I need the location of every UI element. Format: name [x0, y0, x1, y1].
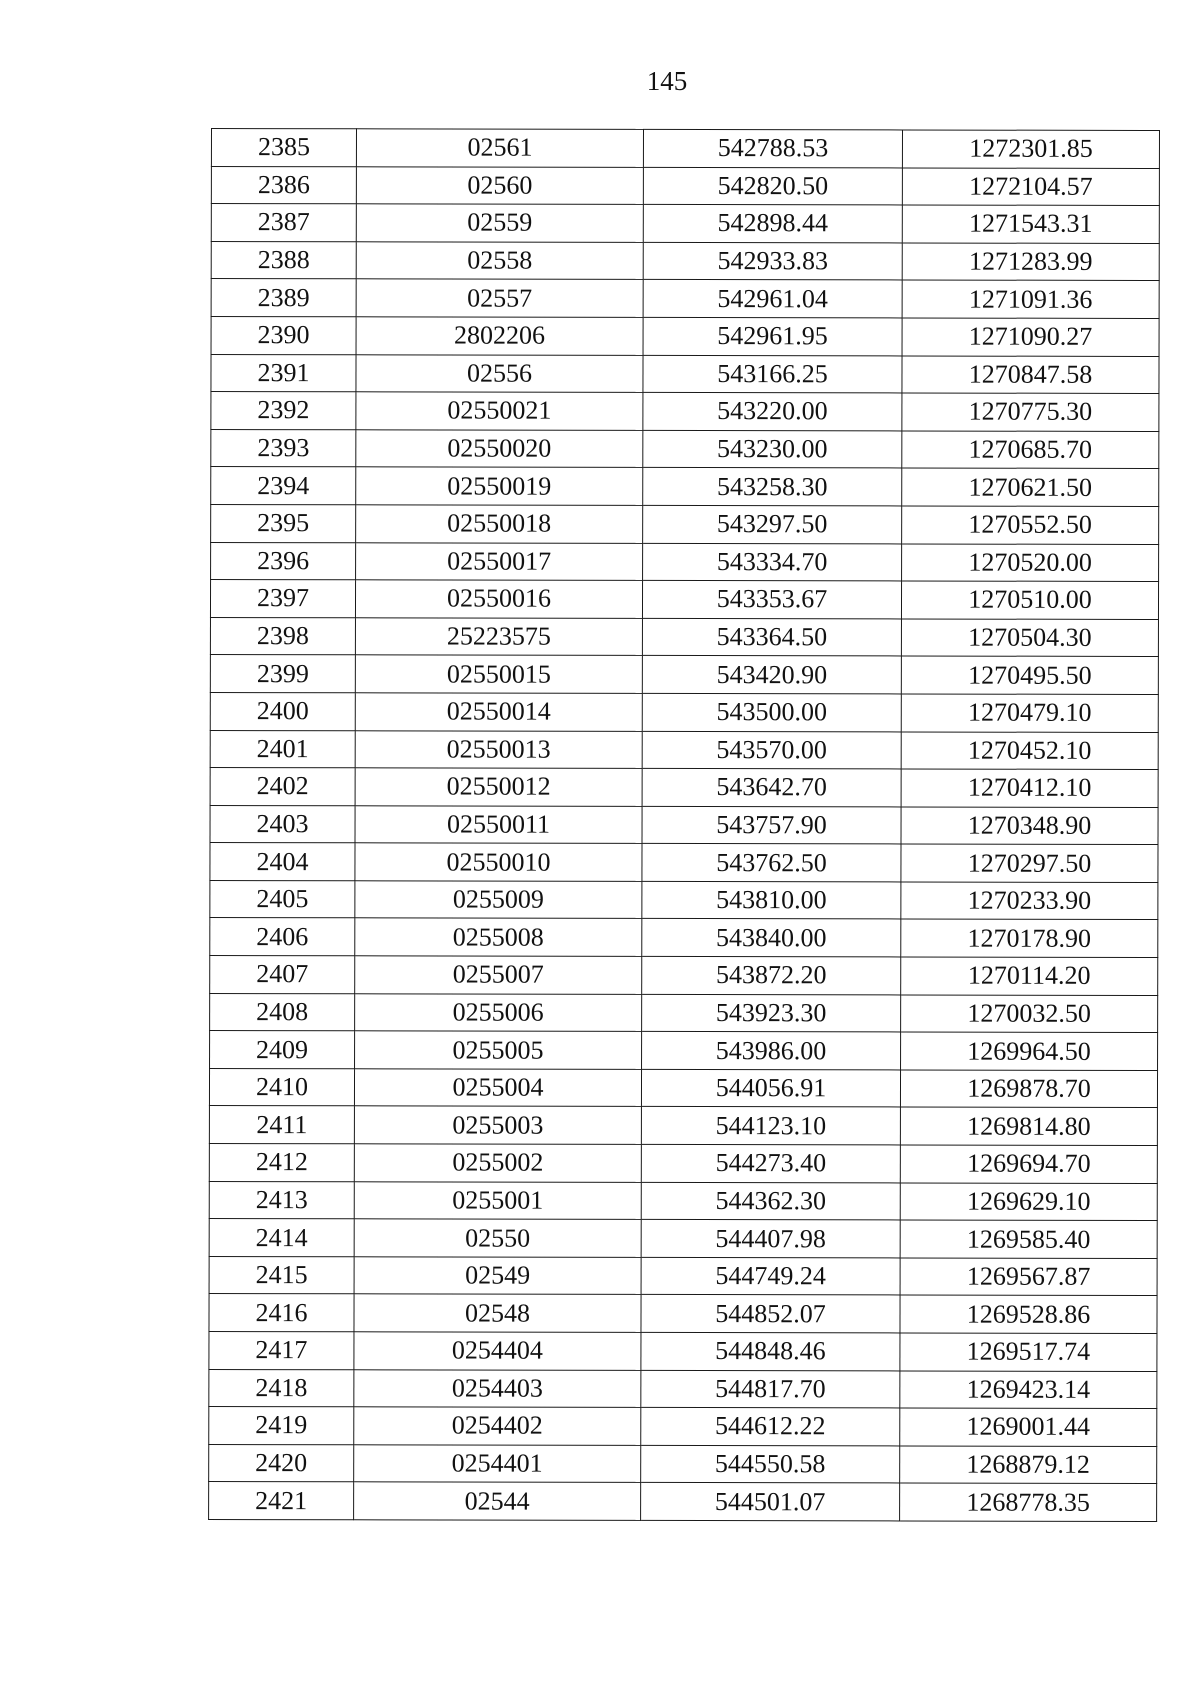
table-row: [210, 580, 1158, 620]
point-number-cell: 2385: [211, 129, 356, 167]
table-row: [209, 1444, 1157, 1484]
point-code-cell: 02550013: [355, 730, 642, 768]
x-coordinate-cell: 543872.20: [642, 956, 901, 994]
table-row: [209, 1106, 1157, 1146]
y-coordinate-cell: 1269528.86: [900, 1295, 1157, 1333]
table-row: [210, 1031, 1158, 1071]
point-code-cell: 02550016: [355, 580, 642, 618]
point-number-cell: 2415: [209, 1256, 354, 1294]
y-coordinate-cell: 1270178.90: [901, 919, 1158, 957]
y-coordinate-cell: 1268778.35: [900, 1483, 1157, 1521]
y-coordinate-cell: 1270552.50: [902, 506, 1159, 544]
point-number-cell: 2413: [209, 1181, 354, 1219]
point-code-cell: 0255003: [354, 1106, 641, 1144]
x-coordinate-cell: 544817.70: [641, 1370, 900, 1408]
table-row: [210, 692, 1158, 732]
x-coordinate-cell: 543420.90: [642, 656, 901, 694]
x-coordinate-cell: 543334.70: [643, 543, 902, 581]
y-coordinate-cell: 1269964.50: [901, 1032, 1158, 1070]
x-coordinate-cell: 543986.00: [642, 1032, 901, 1070]
point-number-cell: 2416: [209, 1294, 354, 1332]
table-row: [211, 392, 1159, 432]
point-number-cell: 2404: [210, 843, 355, 881]
point-code-cell: 0255006: [355, 993, 642, 1031]
table-row: [211, 429, 1159, 469]
point-code-cell: 02561: [356, 129, 643, 167]
point-number-cell: 2418: [209, 1369, 354, 1407]
point-code-cell: 0255002: [354, 1144, 641, 1182]
point-number-cell: 2386: [211, 166, 356, 204]
y-coordinate-cell: 1270520.00: [902, 543, 1159, 581]
point-number-cell: 2403: [210, 805, 355, 843]
table-row: [209, 1256, 1157, 1296]
y-coordinate-cell: 1269585.40: [900, 1220, 1157, 1258]
x-coordinate-cell: 542961.95: [643, 317, 902, 355]
x-coordinate-cell: 542933.83: [643, 242, 902, 280]
y-coordinate-cell: 1270504.30: [901, 619, 1158, 657]
y-coordinate-cell: 1270479.10: [901, 694, 1158, 732]
point-code-cell: 02556: [356, 354, 643, 392]
table-row: [211, 316, 1159, 356]
x-coordinate-cell: 543923.30: [642, 994, 901, 1032]
point-code-cell: 0254403: [354, 1369, 641, 1407]
x-coordinate-cell: 543364.50: [642, 618, 901, 656]
point-number-cell: 2397: [210, 580, 355, 618]
x-coordinate-cell: 542961.04: [643, 280, 902, 318]
y-coordinate-cell: 1269423.14: [900, 1371, 1157, 1409]
point-number-cell: 2394: [211, 467, 356, 505]
x-coordinate-cell: 542820.50: [643, 167, 902, 205]
point-code-cell: 02544: [354, 1482, 641, 1520]
point-number-cell: 2407: [210, 956, 355, 994]
table-row: [210, 993, 1158, 1033]
x-coordinate-cell: 544550.58: [641, 1445, 900, 1483]
point-code-cell: 02550014: [355, 693, 642, 731]
table-row: [211, 204, 1159, 244]
y-coordinate-cell: 1270775.30: [902, 393, 1159, 431]
point-code-cell: 0254402: [354, 1407, 641, 1445]
table-row: [209, 1331, 1157, 1371]
point-number-cell: 2391: [211, 354, 356, 392]
point-code-cell: 0255005: [355, 1031, 642, 1069]
table-row: [211, 467, 1159, 507]
point-number-cell: 2402: [210, 768, 355, 806]
y-coordinate-cell: 1270847.58: [902, 356, 1159, 394]
x-coordinate-cell: 543570.00: [642, 731, 901, 769]
point-code-cell: 02550019: [356, 467, 643, 505]
point-number-cell: 2387: [211, 204, 356, 242]
x-coordinate-cell: 544612.22: [641, 1408, 900, 1446]
point-number-cell: 2408: [210, 993, 355, 1031]
table-row: [211, 241, 1159, 281]
x-coordinate-cell: 544056.91: [641, 1069, 900, 1107]
x-coordinate-cell: 544362.30: [641, 1182, 900, 1220]
point-number-cell: 2393: [211, 429, 356, 467]
point-number-cell: 2401: [210, 730, 355, 768]
point-number-cell: 2398: [210, 617, 355, 655]
point-number-cell: 2409: [210, 1031, 355, 1069]
x-coordinate-cell: 542898.44: [643, 205, 902, 243]
table-row: [210, 655, 1158, 695]
point-number-cell: 2392: [211, 392, 356, 430]
x-coordinate-cell: 544749.24: [641, 1257, 900, 1295]
point-code-cell: 0255007: [355, 956, 642, 994]
table-row: [210, 880, 1158, 920]
table-row: [209, 1068, 1157, 1108]
table-row: [210, 918, 1158, 958]
point-code-cell: 02550017: [356, 542, 643, 580]
y-coordinate-cell: 1269001.44: [900, 1408, 1157, 1446]
y-coordinate-cell: 1270297.50: [901, 844, 1158, 882]
y-coordinate-cell: 1270233.90: [901, 882, 1158, 920]
y-coordinate-cell: 1270495.50: [901, 656, 1158, 694]
point-code-cell: 0254404: [354, 1332, 641, 1370]
y-coordinate-cell: 1270114.20: [901, 957, 1158, 995]
x-coordinate-cell: 543230.00: [643, 430, 902, 468]
point-code-cell: 02550015: [355, 655, 642, 693]
point-code-cell: 02550020: [356, 430, 643, 468]
table-row: [211, 354, 1159, 394]
x-coordinate-cell: 543500.00: [642, 693, 901, 731]
point-code-cell: 0254401: [354, 1445, 641, 1483]
y-coordinate-cell: 1269567.87: [900, 1258, 1157, 1296]
point-code-cell: 02548: [354, 1294, 641, 1332]
y-coordinate-cell: 1270348.90: [901, 807, 1158, 845]
table-row: [211, 542, 1159, 582]
y-coordinate-cell: 1269694.70: [900, 1145, 1157, 1183]
point-number-cell: 2414: [209, 1219, 354, 1257]
x-coordinate-cell: 543840.00: [642, 919, 901, 957]
x-coordinate-cell: 543642.70: [642, 768, 901, 806]
y-coordinate-cell: 1268879.12: [900, 1446, 1157, 1484]
x-coordinate-cell: 543353.67: [642, 581, 901, 619]
point-code-cell: 0255008: [355, 918, 642, 956]
point-code-cell: 25223575: [355, 618, 642, 656]
point-code-cell: 02550: [354, 1219, 641, 1257]
x-coordinate-cell: 543757.90: [642, 806, 901, 844]
x-coordinate-cell: 544501.07: [641, 1483, 900, 1521]
x-coordinate-cell: 543297.50: [643, 505, 902, 543]
table-row: [210, 843, 1158, 883]
point-code-cell: 02559: [356, 204, 643, 242]
table-row: [209, 1144, 1157, 1184]
point-number-cell: 2419: [209, 1407, 354, 1445]
table-body: [209, 129, 1160, 1522]
point-code-cell: 0255009: [355, 881, 642, 919]
point-number-cell: 2388: [211, 241, 356, 279]
x-coordinate-cell: 544852.07: [641, 1295, 900, 1333]
table-row: [209, 1369, 1157, 1409]
y-coordinate-cell: 1272301.85: [902, 130, 1159, 168]
point-code-cell: 02550018: [356, 505, 643, 543]
x-coordinate-cell: 543258.30: [643, 468, 902, 506]
table-row: [209, 1482, 1157, 1522]
point-number-cell: 2406: [210, 918, 355, 956]
x-coordinate-cell: 544848.46: [641, 1332, 900, 1370]
y-coordinate-cell: 1270621.50: [902, 468, 1159, 506]
x-coordinate-cell: 544273.40: [641, 1144, 900, 1182]
table-row: [210, 956, 1158, 996]
y-coordinate-cell: 1271283.99: [902, 243, 1159, 281]
x-coordinate-cell: 542788.53: [643, 129, 902, 167]
table-row: [211, 166, 1159, 206]
y-coordinate-cell: 1269517.74: [900, 1333, 1157, 1371]
y-coordinate-cell: 1271090.27: [902, 318, 1159, 356]
point-number-cell: 2399: [210, 655, 355, 693]
point-number-cell: 2421: [209, 1482, 354, 1520]
point-number-cell: 2390: [211, 316, 356, 354]
y-coordinate-cell: 1270510.00: [901, 581, 1158, 619]
y-coordinate-cell: 1271543.31: [902, 205, 1159, 243]
x-coordinate-cell: 544123.10: [641, 1107, 900, 1145]
x-coordinate-cell: 544407.98: [641, 1220, 900, 1258]
table-row: [210, 768, 1158, 808]
point-code-cell: 02550010: [355, 843, 642, 881]
point-code-cell: 02549: [354, 1257, 641, 1295]
point-code-cell: 02558: [356, 242, 643, 280]
table-row: [211, 129, 1159, 169]
point-number-cell: 2405: [210, 880, 355, 918]
y-coordinate-cell: 1270685.70: [902, 431, 1159, 469]
point-number-cell: 2411: [209, 1106, 354, 1144]
point-code-cell: 02550011: [355, 805, 642, 843]
point-code-cell: 02550012: [355, 768, 642, 806]
page-number: 145: [646, 66, 688, 96]
x-coordinate-cell: 543220.00: [643, 393, 902, 431]
point-number-cell: 2412: [209, 1144, 354, 1182]
table-row: [209, 1181, 1157, 1221]
point-code-cell: 2802206: [356, 317, 643, 355]
x-coordinate-cell: 543762.50: [642, 844, 901, 882]
point-code-cell: 0255004: [354, 1069, 641, 1107]
point-number-cell: 2417: [209, 1331, 354, 1369]
y-coordinate-cell: 1270452.10: [901, 731, 1158, 769]
coordinates-table: [208, 128, 1160, 1522]
point-code-cell: 02560: [356, 166, 643, 204]
table-row: [209, 1294, 1157, 1334]
table-row: [210, 805, 1158, 845]
table-row: [210, 730, 1158, 770]
y-coordinate-cell: 1270032.50: [901, 995, 1158, 1033]
table-row: [210, 617, 1158, 657]
y-coordinate-cell: 1271091.36: [902, 280, 1159, 318]
table-row: [211, 504, 1159, 544]
y-coordinate-cell: 1272104.57: [902, 168, 1159, 206]
point-code-cell: 02550021: [356, 392, 643, 430]
point-code-cell: 0255001: [354, 1181, 641, 1219]
point-number-cell: 2389: [211, 279, 356, 317]
x-coordinate-cell: 543810.00: [642, 881, 901, 919]
point-code-cell: 02557: [356, 279, 643, 317]
table-row: [211, 279, 1159, 319]
table-row: [209, 1407, 1157, 1447]
point-number-cell: 2400: [210, 692, 355, 730]
x-coordinate-cell: 543166.25: [643, 355, 902, 393]
table-row: [209, 1219, 1157, 1259]
y-coordinate-cell: 1269629.10: [900, 1183, 1157, 1221]
point-number-cell: 2410: [209, 1068, 354, 1106]
y-coordinate-cell: 1269814.80: [900, 1107, 1157, 1145]
point-number-cell: 2396: [211, 542, 356, 580]
point-number-cell: 2420: [209, 1444, 354, 1482]
y-coordinate-cell: 1269878.70: [900, 1070, 1157, 1108]
point-number-cell: 2395: [211, 504, 356, 542]
y-coordinate-cell: 1270412.10: [901, 769, 1158, 807]
